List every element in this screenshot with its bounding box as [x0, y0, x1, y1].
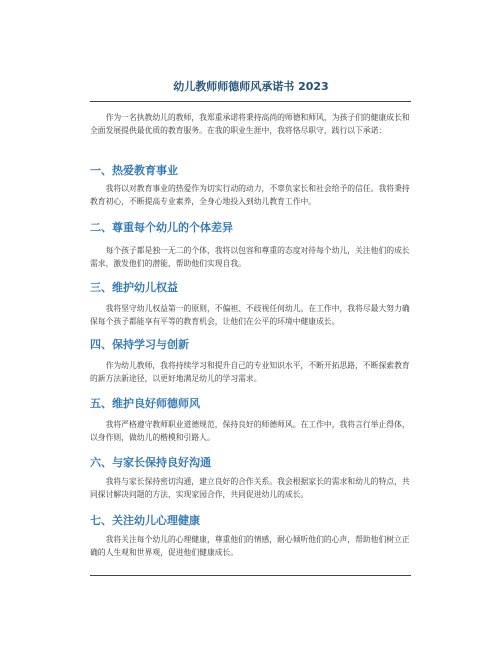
- section-body-3: 我将坚守幼儿权益第一的原则，不偏袒、不歧视任何幼儿。在工作中，我将尽最大努力确保每个孩子都能享有平等的教育机会，让他们在公平的环境中健康成长。: [90, 304, 410, 326]
- section-body-5: 我将严格遵守教师职业道德规范，保持良好的师德师风。在工作中，我将言行举止得体，以身作则，做幼儿的楷模和引路人。: [90, 420, 410, 442]
- bottom-divider: [90, 575, 411, 576]
- section-heading-5: 五、维护良好师德师风: [90, 397, 200, 410]
- section-heading-4: 四、保持学习与创新: [90, 338, 189, 351]
- section-body-2: 每个孩子都是独一无二的个体，我将以包容和尊重的态度对待每个幼儿，关注他们的成长需求，激发他们的潜能，帮助他们实现自我。: [90, 246, 410, 268]
- section-heading-6: 六、与家长保持良好沟通: [90, 456, 211, 469]
- section-heading-1: 一、热爱教育事业: [90, 164, 178, 177]
- section-body-6: 我将与家长保持密切沟通，建立良好的合作关系。我会根据家长的需求和幼儿的特点，共同探讨解决问题的方法，实现家园合作，共同促进幼儿的成长。: [90, 477, 410, 499]
- top-divider: [90, 101, 411, 102]
- section-body-7: 我将关注每个幼儿的心理健康，尊重他们的情感，耐心倾听他们的心声，帮助他们树立正确的人生观和世界观，促进他们健康成长。: [90, 535, 410, 557]
- section-body-4: 作为幼儿教师，我将持续学习和提升自己的专业知识水平，不断开拓思路，不断探索教育的新方法新途径，以更好地满足幼儿的学习需求。: [90, 361, 410, 383]
- section-heading-2: 二、尊重每个幼儿的个体差异: [90, 221, 233, 234]
- section-heading-3: 三、维护幼儿权益: [90, 281, 178, 294]
- document-title: 幼儿教师师德师风承诺书 2023: [173, 80, 329, 93]
- intro-paragraph: 作为一名执教幼儿的教师，我郑重承诺将秉持高尚的师德和师风，为孩子们的健康成长和全面发展提供最优质的教育服务。在我的职业生涯中，我将恪尽职守，践行以下承诺：: [90, 113, 410, 135]
- section-heading-7: 七、关注幼儿心理健康: [90, 514, 200, 527]
- section-body-1: 我将以对教育事业的热爱作为切实行动的动力，不辜负家长和社会给予的信任。我将秉持教育初心，不断提高专业素养，全身心地投入到幼儿教育工作中。: [90, 184, 410, 206]
